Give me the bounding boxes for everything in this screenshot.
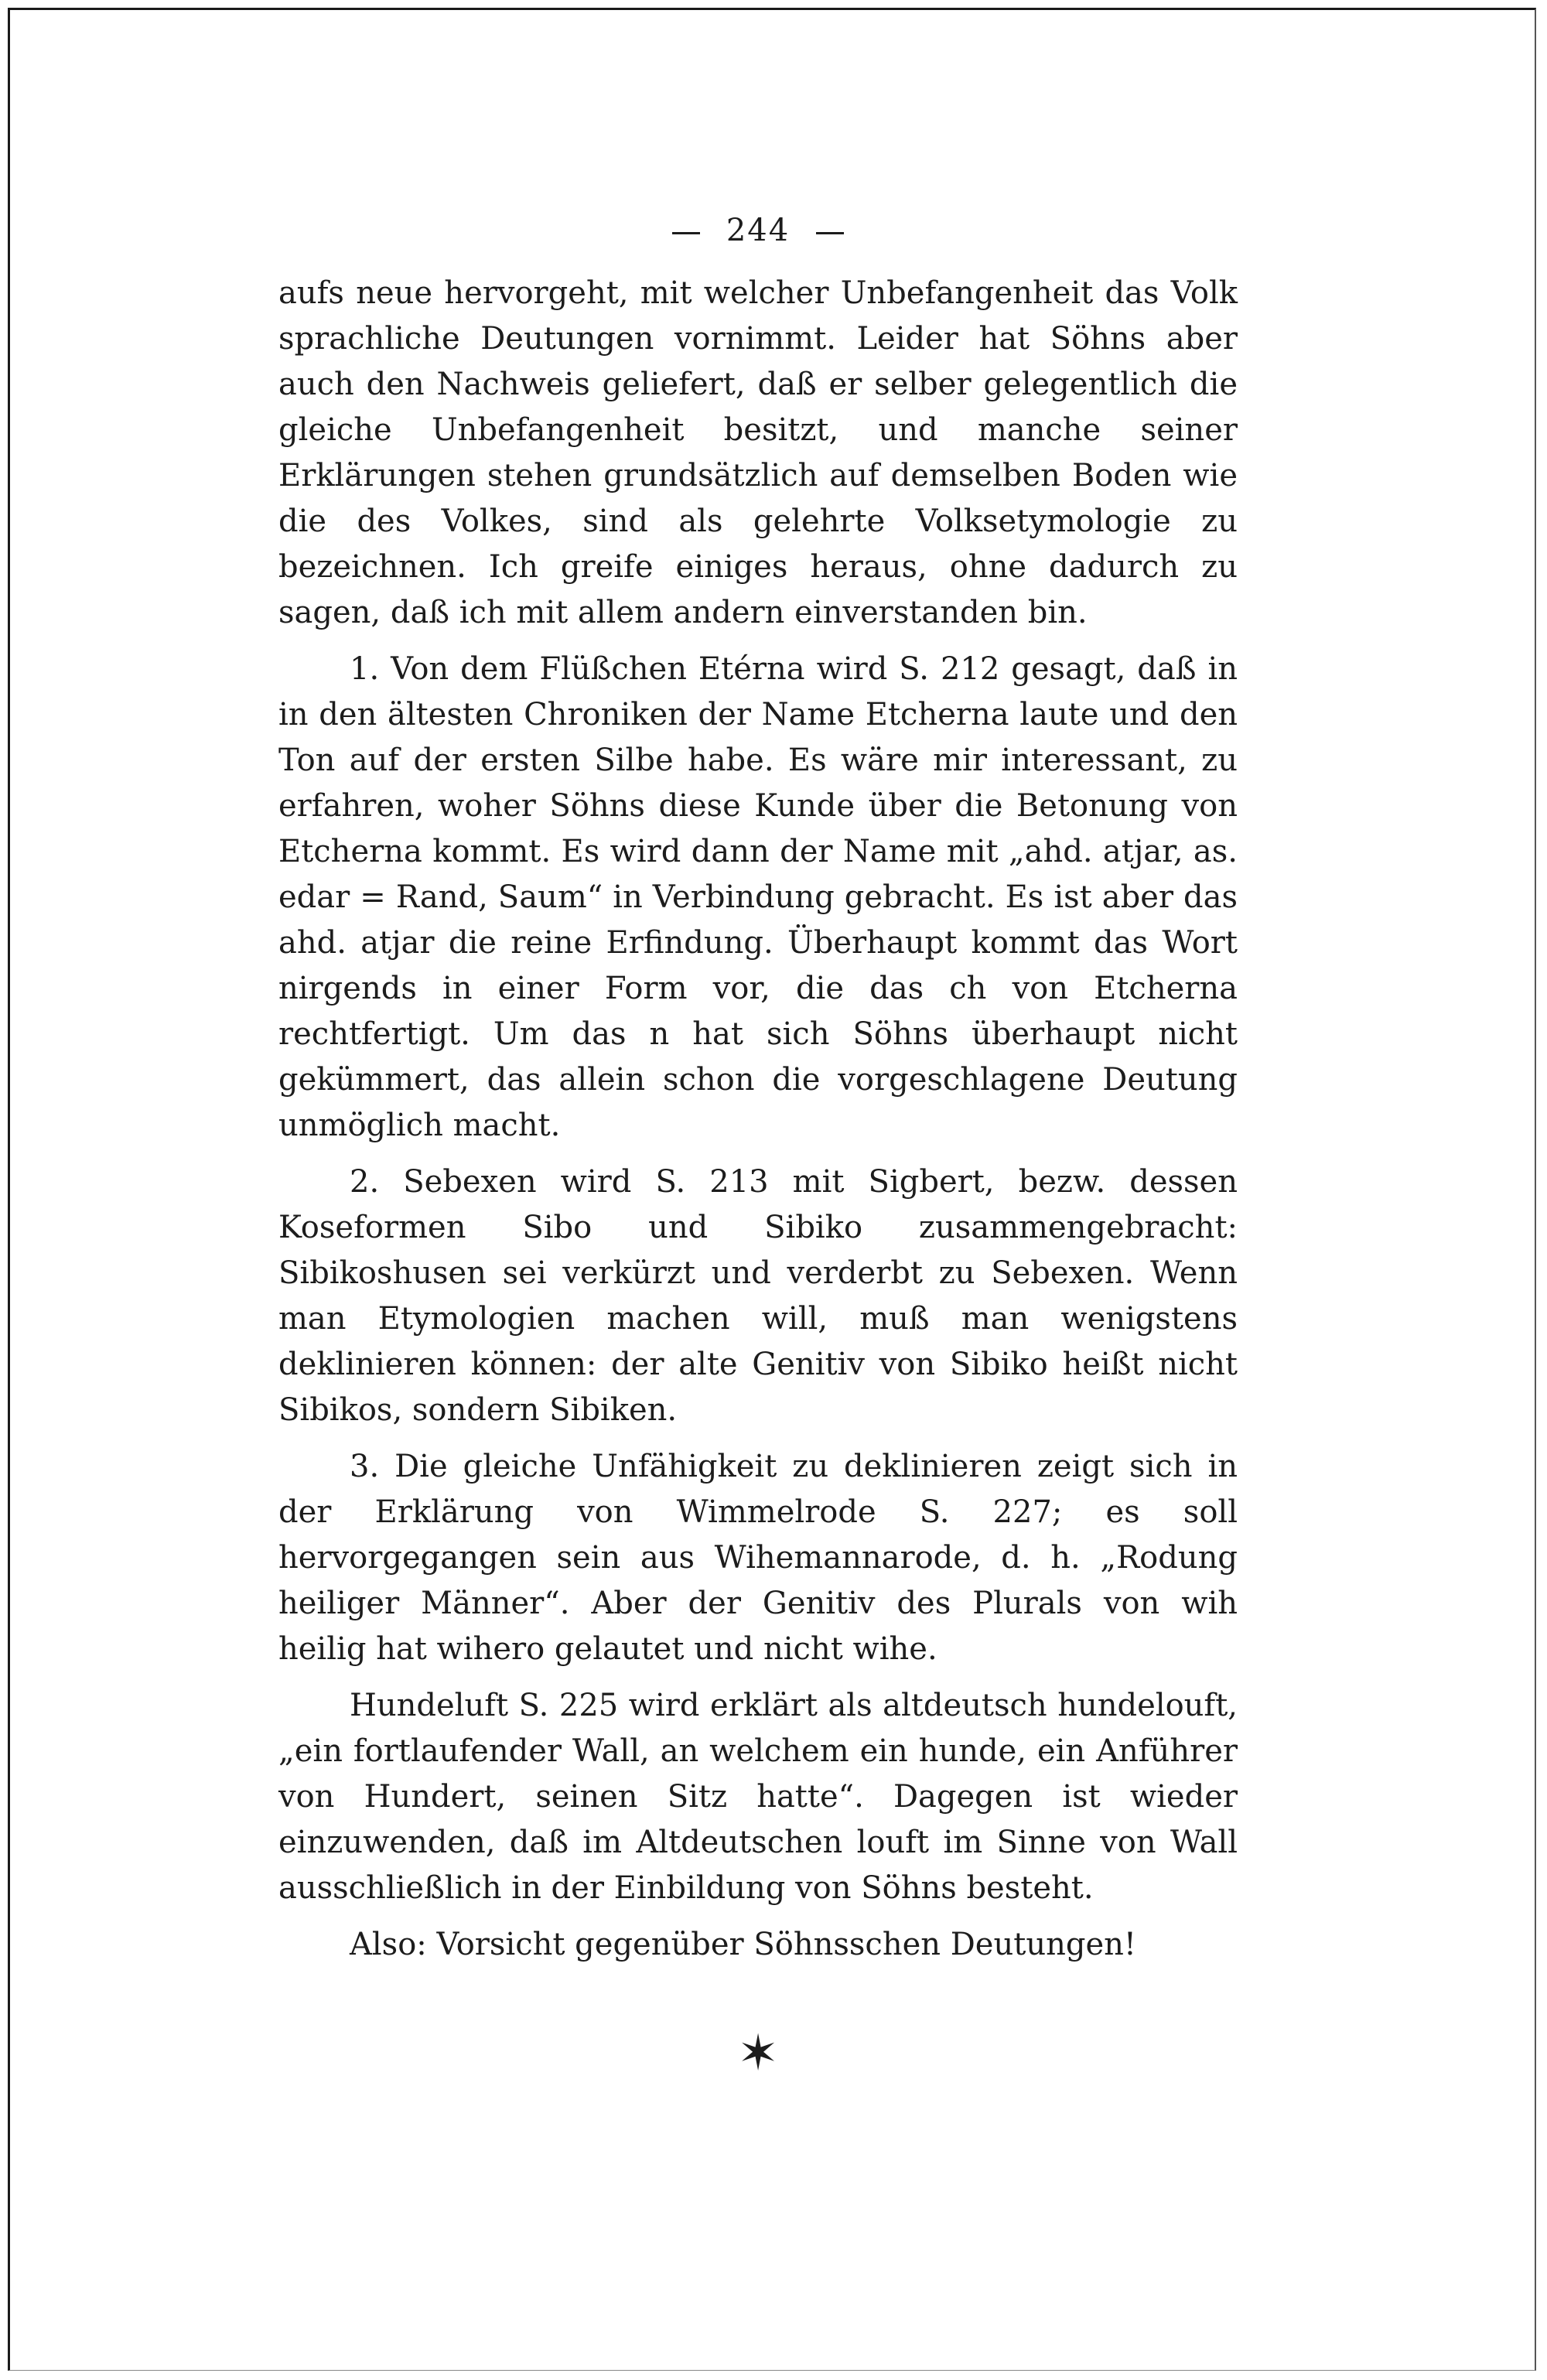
paragraph-intro: aufs neue hervorgeht, mit welcher Unbefangenheit das Volk sprachliche Deutungen vornimmt. Leider hat Söhns aber auch den Nachweis geliefert, daß er selber gelegentlich die gleiche Unbefangenheit besitzt, und manche seiner Erklärungen stehen grundsätzlich auf demselben Boden wie die des Volkes, sind als gelehrte Volksetymologie zu bezeichnen. Ich greife einiges heraus, ohne dadurch zu sagen, daß ich mit allem andern einverstanden bin.: [278, 275, 1238, 630]
paragraph-sebexen: 2. Sebexen wird S. 213 mit Sigbert, bezw. dessen Koseformen Sibo und Sibiko zusammengebracht: Sibikoshusen sei verkürzt und verderbt zu Sebexen. Wenn man Etymologien machen will, muß man wenigstens deklinieren können: der alte Genitiv von Sibiko heißt nicht Sibikos, sondern Sibiken.: [278, 1164, 1238, 1428]
paragraph-hundeluft: Hundeluft S. 225 wird erklärt als altdeutsch hundelouft, „ein fortlaufender Wall, an welchem ein hunde, ein Anführer von Hundert, seinen Sitz hatte“. Dagegen ist wieder einzuwenden, daß im Altdeutschen louft im Sinne von Wall ausschließlich in der Einbildung von Söhns besteht.: [278, 1688, 1238, 1906]
page: [278, 207, 1238, 2081]
closing-star-icon: ✶: [737, 2025, 779, 2082]
paragraph-wimmelrode: 3. Die gleiche Unfähigkeit zu deklinieren zeigt sich in der Erklärung von Wimmelrode S. 227; es soll hervorgegangen sein aus Wihemannarode, d. h. „Rodung heiliger Männer“. Aber der Genitiv des Plurals von wih heilig hat wihero gelautet und nicht wihe.: [278, 1449, 1238, 1667]
dash-left: [672, 232, 700, 234]
page-number: [278, 207, 1238, 254]
paragraph-eterna: 1. Von dem Flüßchen Etérna wird S. 212 gesagt, daß in in den ältesten Chroniken der Name Etcherna laute und den Ton auf der ersten Silbe habe. Es wäre mir interessant, zu erfahren, woher Söhns diese Kunde über die Betonung von Etcherna kommt. Es wird dann der Name mit „ahd. atjar, as. edar = Rand, Saum“ in Verbindung gebracht. Es ist aber das ahd. atjar die reine Erfindung. Überhaupt kommt das Wort nirgends in einer Form vor, die das ch von Etcherna rechtfertigt. Um das n hat sich Söhns überhaupt nicht gekümmert, das allein schon die vorgeschlagene Deutung unmöglich macht.: [278, 651, 1238, 1143]
page-number-text: 244: [726, 213, 791, 248]
paragraph-conclusion: Also: Vorsicht gegenüber Söhnsschen Deutungen!: [350, 1927, 1136, 1962]
dash-right: [816, 232, 844, 234]
